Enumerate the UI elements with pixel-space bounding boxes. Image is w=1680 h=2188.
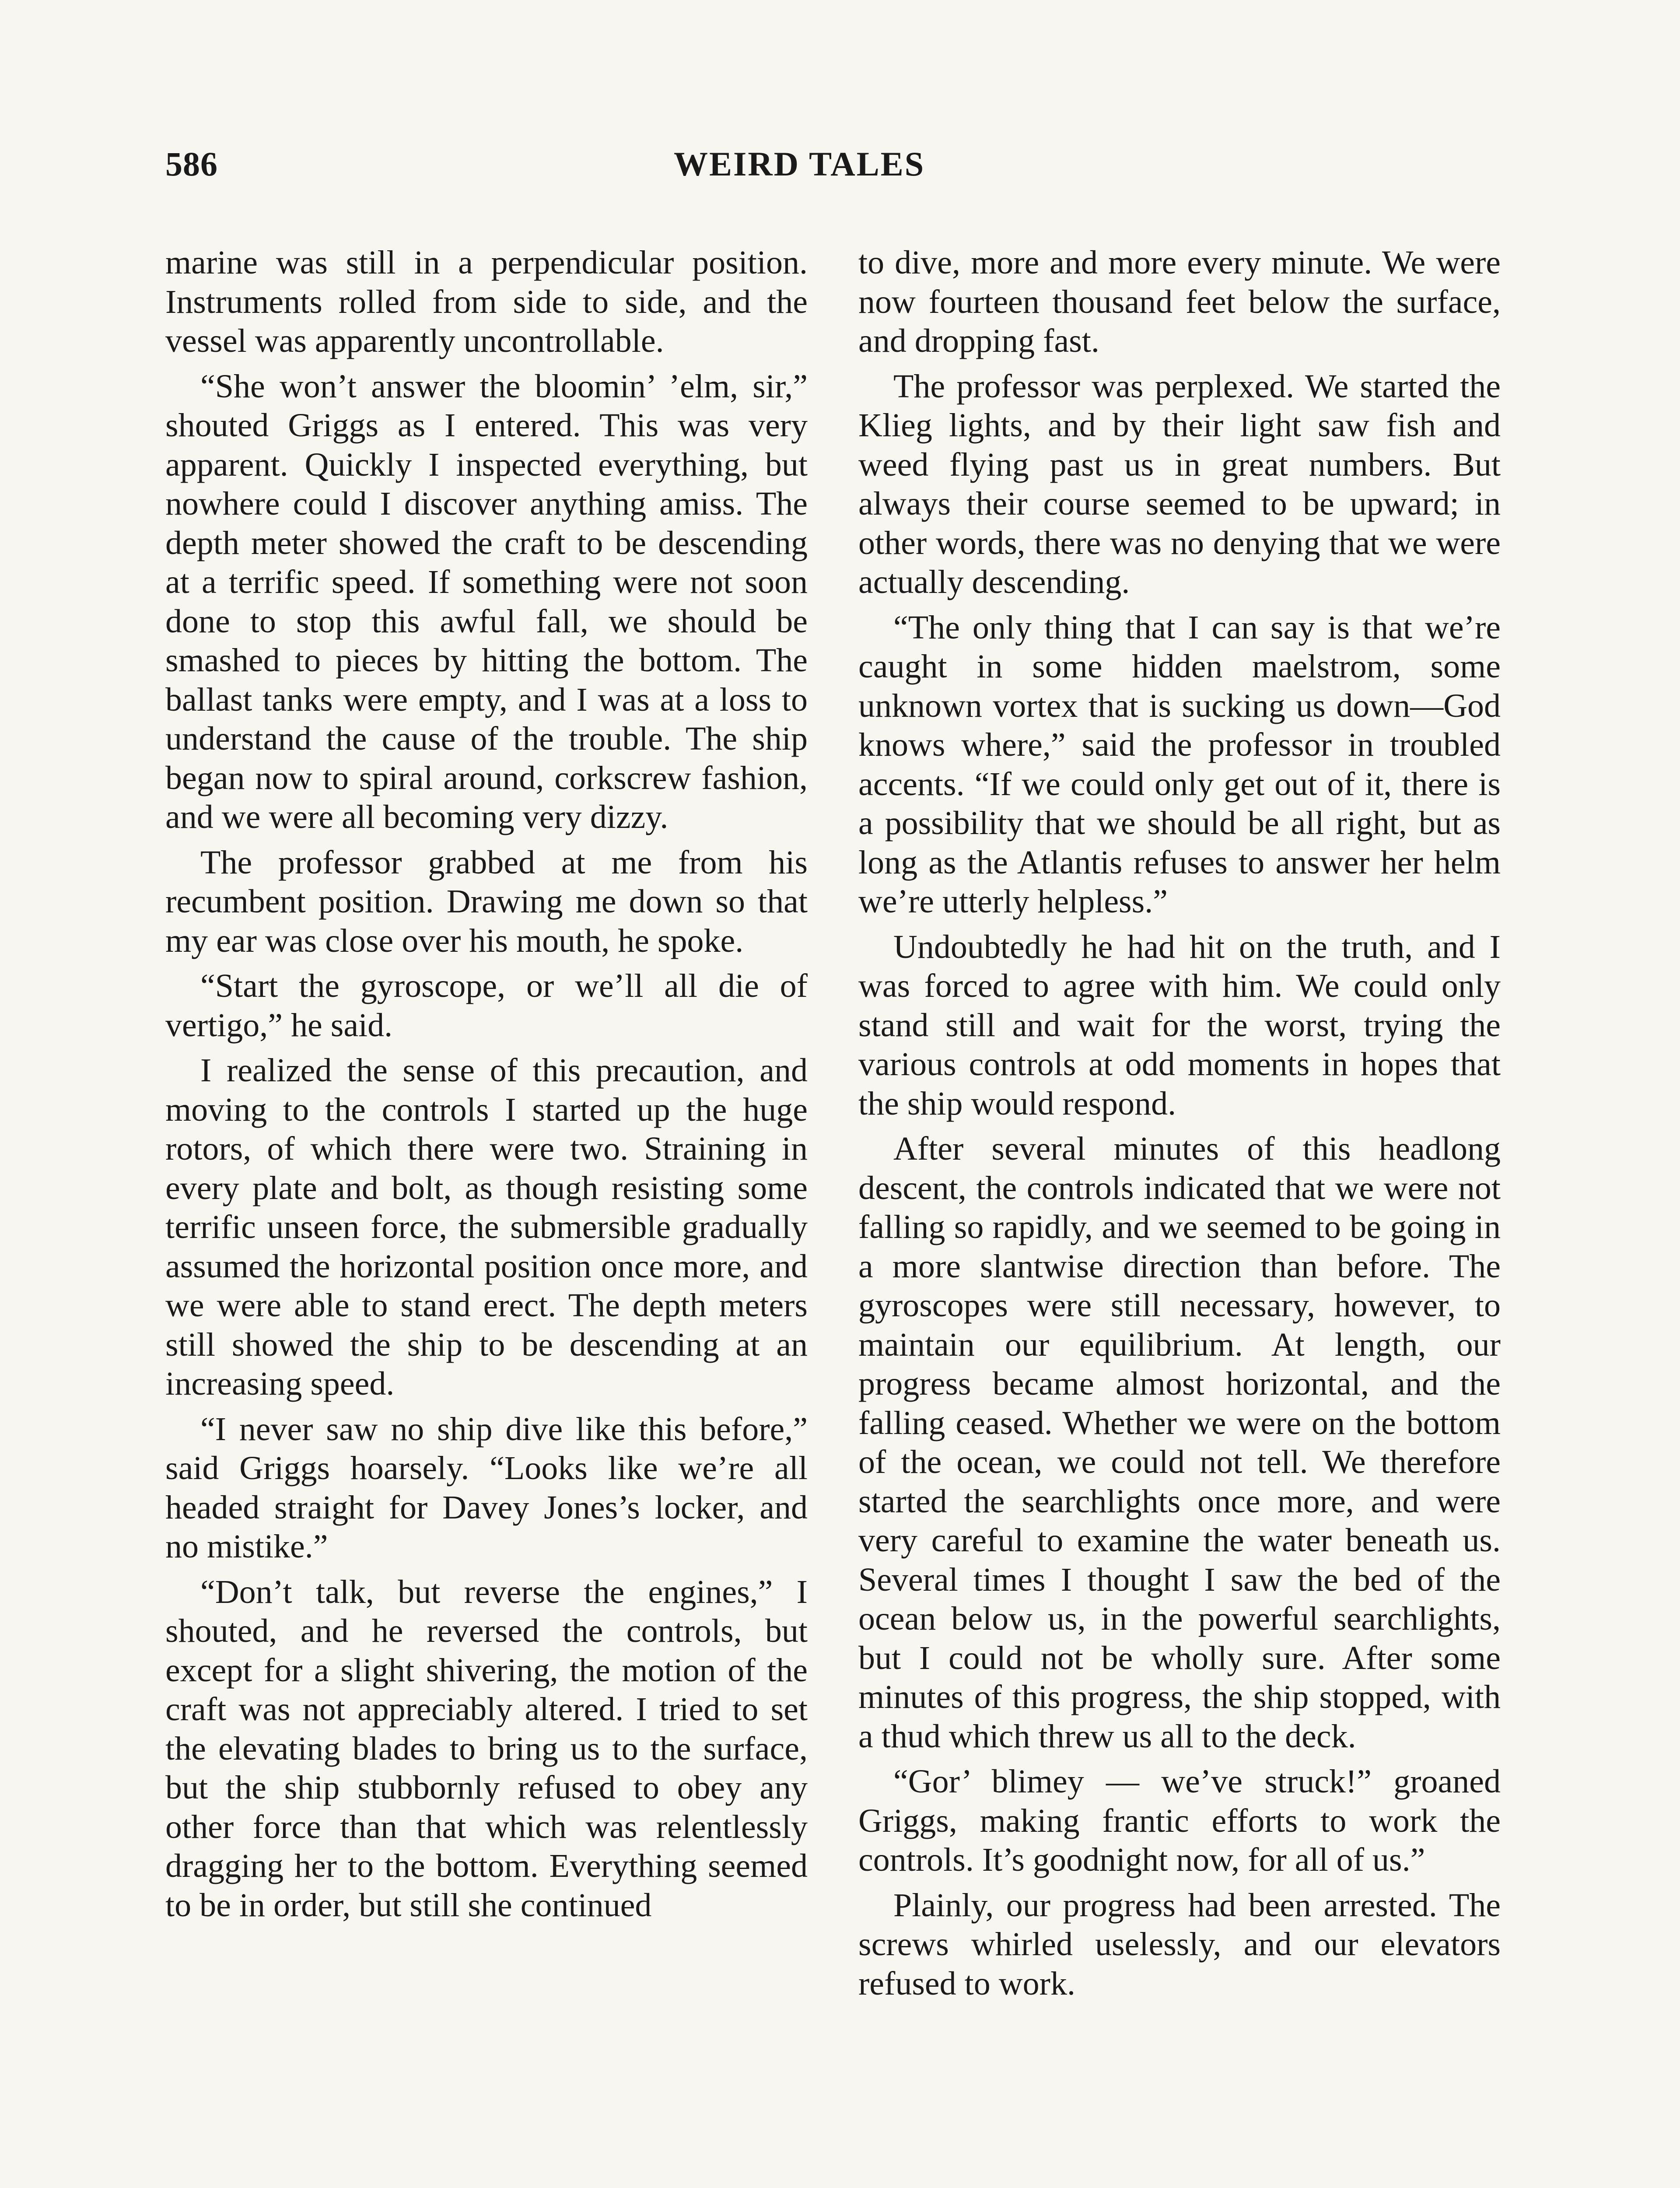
- left-column: [165, 243, 808, 1925]
- paragraph: Plainly, our progress had been arrested. The screws whirled uselessly, and our elevators refused to work.: [858, 1886, 1501, 2002]
- running-head: [0, 144, 1680, 197]
- paragraph: marine was still in a perpendicular position. Instruments rolled from side to side, and the vessel was apparently uncontrollable.: [165, 244, 808, 359]
- paragraph: I realized the sense of this precaution, and moving to the controls I started up the huge rotors, of which there were two. Straining in every plate and bolt, as though resisting some terrific unseen force, the submersible gradually assumed the horizontal position once more, and we were able to stand erect. The depth meters still showed the ship to be descending at an increasing speed.: [165, 1052, 808, 1402]
- paragraph: “She won’t answer the bloomin’ ’elm, sir,” shouted Griggs as I entered. This was very apparent. Quickly I inspected everything, but nowhere could I discover anything amiss. The depth meter showed the craft to be descending at a terrific speed. If something were not soon done to stop this awful fall, we should be smashed to pieces by hitting the bottom. The ballast tanks were empty, and I was at a loss to understand the cause of the trouble. The ship began now to spiral around, corkscrew fashion, and we were all becoming very dizzy.: [165, 368, 808, 835]
- right-column: [858, 243, 1501, 2003]
- paragraph: The professor grabbed at me from his recumbent position. Drawing me down so that my ear was close over his mouth, he spoke.: [165, 844, 808, 959]
- magazine-title: WEIRD TALES: [674, 145, 925, 183]
- paragraph: “The only thing that I can say is that we’re caught in some hidden maelstrom, some unknown vortex that is sucking us down—God knows where,” said the professor in troubled accents. “If we could only get out of it, there is a possibility that we should be all right, but as long as the Atlantis refuses to answer her helm we’re utterly helpless.”: [858, 609, 1501, 920]
- paragraph: The professor was perplexed. We started the Klieg lights, and by their light saw fish and weed flying past us in great numbers. But always their course seemed to be upward; in other words, there was no denying that we were actually descending.: [858, 368, 1501, 600]
- paragraph: “Don’t talk, but reverse the engines,” I shouted, and he reversed the controls, but except for a slight shivering, the motion of the craft was not appreciably altered. I tried to set the elevating blades to bring us to the surface, but the ship stubbornly refused to obey any other force than that which was relentlessly dragging her to the bottom. Everything seemed to be in order, but still she continued: [165, 1573, 808, 1924]
- paragraph: Undoubtedly he had hit on the truth, and I was forced to agree with him. We could only stand still and wait for the worst, trying the various controls at odd moments in hopes that the ship would respond.: [858, 928, 1501, 1122]
- paragraph: “Gor’ blimey — we’ve struck!” groaned Griggs, making frantic efforts to work the controls. It’s goodnight now, for all of us.”: [858, 1763, 1501, 1878]
- paragraph: After several minutes of this headlong descent, the controls indicated that we were not falling so rapidly, and we seemed to be going in a more slantwise direction than before. The gyroscopes were still necessary, however, to maintain our equilibrium. At length, our progress became almost horizontal, and the falling ceased. Whether we were on the bottom of the ocean, we could not tell. We therefore started the searchlights once more, and were very careful to examine the water beneath us. Several times I thought I saw the bed of the ocean below us, in the powerful searchlights, but I could not be wholly sure. After some minutes of this progress, the ship stopped, with a thud which threw us all to the deck.: [858, 1130, 1501, 1755]
- page-number: 586: [165, 145, 218, 183]
- paragraph: to dive, more and more every minute. We were now fourteen thousand feet below the surface, and dropping fast.: [858, 244, 1501, 359]
- paragraph: “I never saw no ship dive like this before,” said Griggs hoarsely. “Looks like we’re all headed straight for Davey Jones’s locker, and no mistike.”: [165, 1410, 808, 1565]
- paragraph: “Start the gyroscope, or we’ll all die of vertigo,” he said.: [165, 968, 808, 1044]
